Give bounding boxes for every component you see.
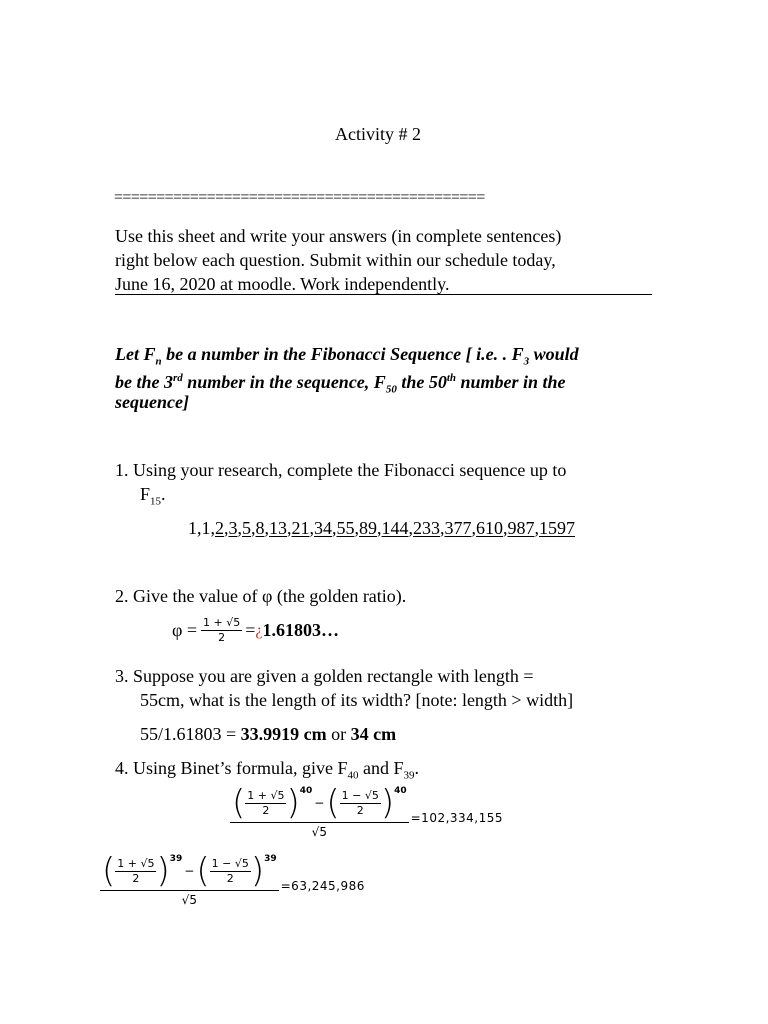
fib-comma: ,	[309, 518, 314, 538]
binet-f39-formula	[100, 851, 365, 907]
preamble-line-1: Let $F_n$ be a number in the Fibonacci Sequence [ i.e. . $F_3$ would	[115, 344, 579, 368]
golden-ratio-fraction	[201, 616, 242, 645]
q2-text: 2. Give the value of φ (the golden ratio).	[115, 586, 407, 606]
fib-comma: ,	[224, 518, 229, 538]
phi-symbol: φ =	[172, 620, 198, 640]
fib-term: 1597	[539, 518, 575, 538]
fib-comma: ,	[471, 518, 476, 538]
golden-ratio-numerator: 1 + √5	[203, 616, 241, 629]
q2-answer	[172, 616, 339, 645]
fib-comma: ,	[264, 518, 269, 538]
q3-answer: 55/1.61803 = 33.9919 cm or 34 cm	[140, 724, 397, 744]
q3-text-line-1: 3. Suppose you are given a golden rectangle with length =	[115, 666, 534, 686]
instructions-line-2: right below each question. Submit within our schedule today,	[115, 250, 556, 270]
separator-line: ============================================	[114, 189, 485, 206]
fib-term: 34	[314, 518, 332, 538]
instructions-line-1: Use this sheet and write your answers (in complete sentences)	[115, 226, 562, 246]
preamble-line-3: sequence]	[115, 392, 189, 412]
fib-comma: ,	[287, 518, 292, 538]
q1-text-line-2: $F_{15}$.	[140, 484, 166, 508]
fib-comma: ,	[354, 518, 359, 538]
fib-term: 8	[255, 518, 265, 538]
fib-term: 610	[476, 518, 503, 538]
q1-answer-sequence	[188, 516, 575, 540]
fib-comma: ,	[251, 518, 256, 538]
fib-term: 55	[336, 518, 355, 538]
fib-term: 987	[507, 518, 535, 538]
fib-comma: ,	[440, 518, 445, 538]
fib-term: 89	[359, 518, 377, 538]
binet-f40-numerator: ( $\frac{1 + √5}{2}$ ) $^{40}$ − ( $\frac{1 - √5}{2}$ ) $^{40}$	[232, 783, 407, 823]
fib-term: 3	[228, 518, 238, 538]
fib-comma: ,	[237, 518, 242, 538]
fib-term: 233	[413, 518, 440, 538]
binet-f39-numerator: ( $\frac{1 + √5}{2}$ ) $^{39}$ − ( $\frac{1 - √5}{2}$ ) $^{39}$	[102, 851, 277, 891]
q1-answer-terms	[215, 518, 575, 538]
q3-text-line-2: 55cm, what is the length of its width? [note: length > width]	[140, 690, 574, 710]
fib-term: 13	[269, 518, 287, 538]
binet-f40-formula	[230, 783, 504, 839]
fib-term: 144	[381, 518, 409, 538]
q2-glyph: ¿	[255, 621, 263, 639]
fib-term: 2	[215, 518, 224, 538]
fib-term: 377	[444, 518, 472, 538]
binet-f40-result: =102,334,155	[410, 810, 504, 825]
q2-equals: =	[245, 620, 256, 640]
fib-term: 5	[242, 518, 251, 538]
instructions-line-3: June 16, 2020 at moodle. Work independently.	[115, 274, 450, 294]
q4-text: 4. Using Binet’s formula, give $F_{40}$ and $F_{39}$.	[115, 758, 419, 782]
page-title: Activity # 2	[335, 124, 421, 144]
q1-text-line-1: 1. Using your research, complete the Fibonacci sequence up to	[115, 460, 567, 480]
binet-f40-denominator: √5	[311, 825, 327, 839]
fib-comma: ,	[377, 518, 382, 538]
q1-given-terms: 1,1,	[188, 518, 215, 538]
instructions-divider	[115, 294, 652, 295]
fib-comma: ,	[408, 518, 413, 538]
preamble-line-2: be the 3rd number in the sequence, $F_{50}$ the 50th number in the	[115, 372, 566, 396]
fib-comma: ,	[534, 518, 539, 538]
fib-term: 21	[291, 518, 310, 538]
golden-ratio-denominator: 2	[218, 631, 226, 644]
fib-comma: ,	[332, 518, 337, 538]
fib-comma: ,	[503, 518, 508, 538]
binet-f39-result: =63,245,986	[280, 878, 365, 893]
golden-ratio-value: 1.61803…	[262, 620, 340, 640]
binet-f39-denominator: √5	[181, 893, 197, 907]
